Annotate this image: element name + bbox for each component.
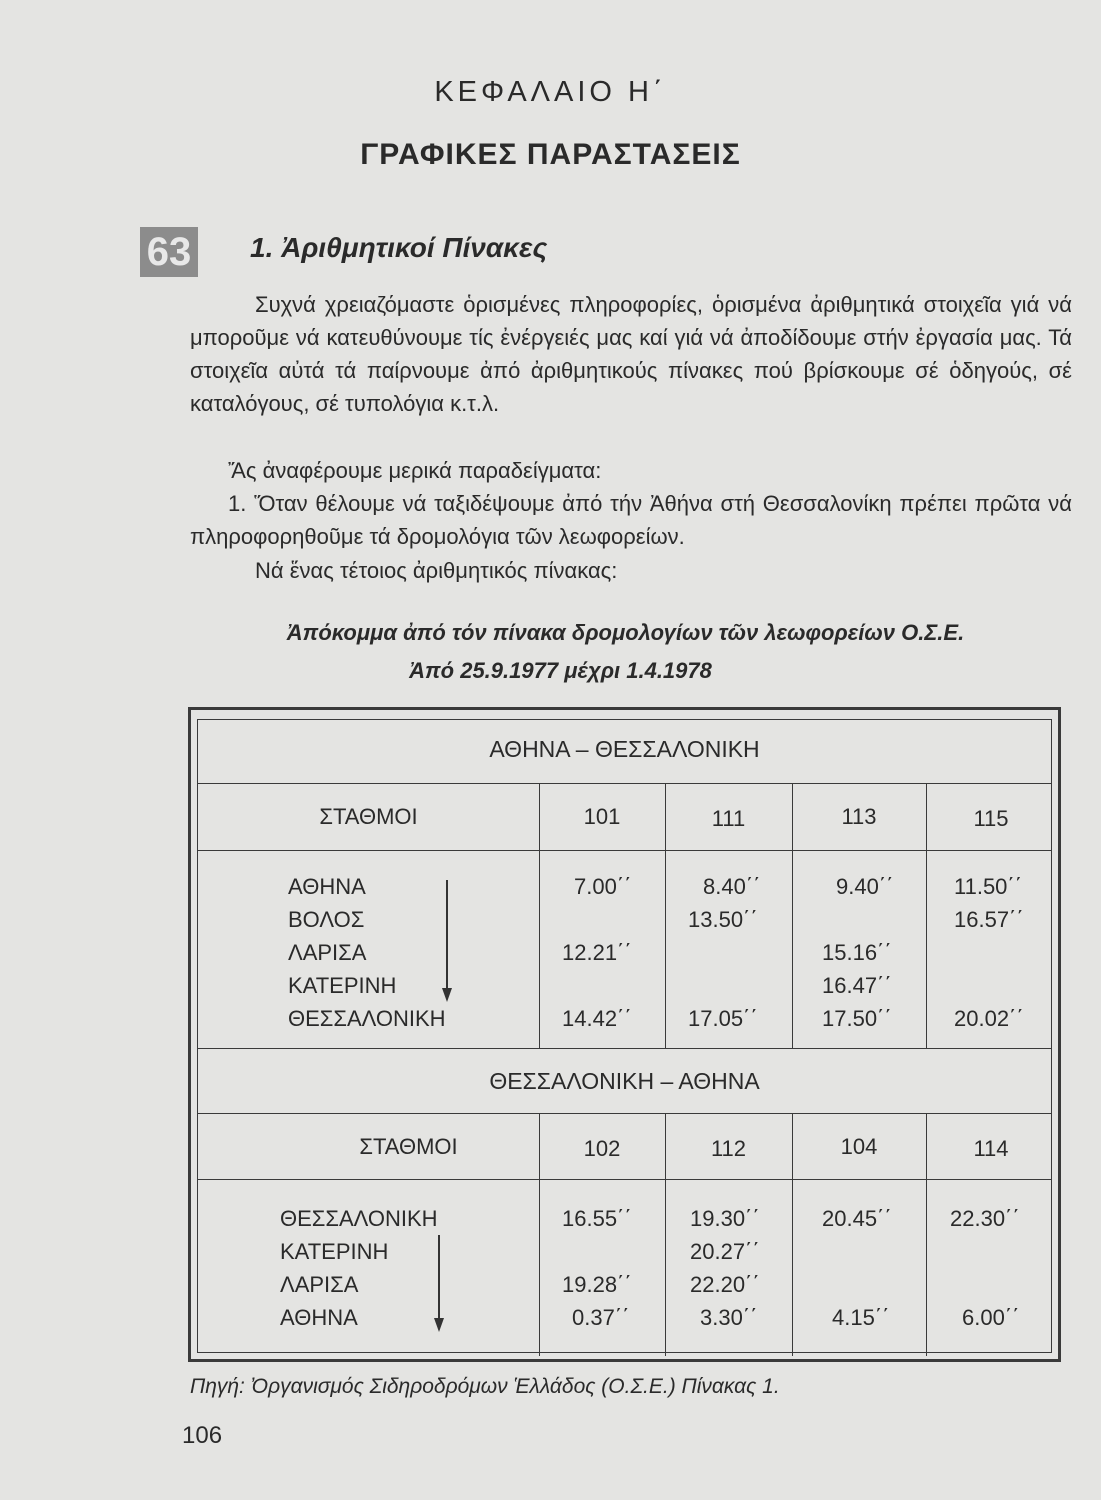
timetable <box>197 719 1052 1353</box>
route-number: 111 <box>711 806 746 831</box>
time-cell: 20.27΄΄ <box>690 1239 760 1264</box>
stations-header: ΣΤΑΘΜΟΙ <box>359 1134 458 1159</box>
direction-arrow-line <box>446 880 448 990</box>
route-title-thessaloniki-athens: ΘΕΣΣΑΛΟΝΙΚΗ – ΑΘΗΝΑ <box>489 1068 760 1094</box>
table-caption-line-1: Ἀπόκομμα ἀπό τόν πίνακα δρομολογίων τῶν λεωφορείων Ο.Σ.Ε. <box>286 620 965 645</box>
time-cell: 8.40΄΄ <box>703 874 761 899</box>
table-rule <box>198 1113 1051 1114</box>
station-name: ΛΑΡΙΣΑ <box>288 940 367 965</box>
time-cell: 19.30΄΄ <box>690 1206 760 1231</box>
time-cell: 9.40΄΄ <box>836 874 894 899</box>
time-cell: 22.20΄΄ <box>690 1272 760 1297</box>
station-name: ΘΕΣΣΑΛΟΝΙΚΗ <box>288 1006 446 1031</box>
route-title-athens-thessaloniki: ΑΘΗΝΑ – ΘΕΣΣΑΛΟΝΙΚΗ <box>489 736 760 762</box>
example-1-text: 1. Ὅταν θέλουμε νά ταξιδέψουμε ἀπό τήν Ἀθήνα στή Θεσσαλονίκη πρέπει πρῶτα νά πληροφορηθοῦμε τά δρομολόγια τῶν λεωφορείων. <box>190 491 1072 549</box>
down-arrow-icon <box>434 1318 444 1332</box>
route-number: 101 <box>583 804 621 829</box>
time-cell: 13.50΄΄ <box>688 907 758 932</box>
time-cell: 19.28΄΄ <box>562 1272 632 1297</box>
route-number: 113 <box>841 804 877 829</box>
page-number: 106 <box>182 1422 223 1449</box>
stations-header: ΣΤΑΘΜΟΙ <box>319 804 418 829</box>
station-name: ΚΑΤΕΡΙΝΗ <box>288 973 397 998</box>
station-name: ΑΘΗΝΑ <box>288 874 366 899</box>
table-intro: Νά ἕνας τέτοιος ἀριθμητικός πίνακας: <box>255 558 618 583</box>
section-number-badge: 63 <box>140 227 198 277</box>
time-cell: 12.21΄΄ <box>562 940 632 965</box>
time-cell: 17.05΄΄ <box>688 1006 758 1031</box>
down-arrow-icon <box>442 988 452 1002</box>
direction-arrow-line <box>438 1235 440 1321</box>
time-cell: 22.30΄΄ <box>950 1206 1020 1231</box>
route-number: 115 <box>973 806 1009 831</box>
table-rule <box>198 1048 1051 1049</box>
time-cell: 16.55΄΄ <box>562 1206 632 1231</box>
time-cell: 15.16΄΄ <box>822 940 892 965</box>
intro-paragraph: Συχνά χρειαζόμαστε ὁρισμένες πληροφορίες, ὁρισμένα ἀριθμητικά στοιχεῖα γιά νά μποροῦμε νά κατευθύνουμε τίς ἐνέργειές μας καί γιά νά ἀποδίδουμε στήν ἐργασία μας. Τά στοιχεῖα αὐτά τά παίρνουμε ἀπό ἀριθμητικούς πίνακες πού βρίσκουμε σέ ὁδηγούς, σέ καταλόγους, σέ τυπολόγια κ.τ.λ. <box>190 292 1072 416</box>
station-name: ΑΘΗΝΑ <box>280 1305 358 1330</box>
table-rule <box>198 850 1051 851</box>
route-number: 104 <box>840 1134 878 1159</box>
timetable-frame <box>188 707 1061 1362</box>
route-number: 112 <box>710 1136 747 1161</box>
time-cell: 16.57΄΄ <box>954 907 1024 932</box>
time-cell: 0.37΄΄ <box>572 1305 630 1330</box>
table-caption-line-2: Ἀπό 25.9.1977 μέχρι 1.4.1978 <box>409 658 712 683</box>
time-cell: 20.02΄΄ <box>954 1006 1024 1031</box>
route-number: 114 <box>973 1136 1009 1161</box>
chapter-title: ΓΡΑΦΙΚΕΣ ΠΑΡΑΣΤΑΣΕΙΣ <box>360 138 741 171</box>
table-source-note: Πηγή: Ὀργανισμός Σιδηροδρόμων Ἑλλάδος (Ο.Σ.Ε.) Πίνακας 1. <box>190 1375 780 1398</box>
station-name: ΛΑΡΙΣΑ <box>280 1272 359 1297</box>
time-cell: 17.50΄΄ <box>822 1006 892 1031</box>
station-name: ΒΟΛΟΣ <box>288 907 365 932</box>
station-name: ΚΑΤΕΡΙΝΗ <box>280 1239 389 1264</box>
time-cell: 20.45΄΄ <box>822 1206 892 1231</box>
time-cell: 3.30΄΄ <box>700 1305 758 1330</box>
table-rule <box>198 1179 1051 1180</box>
time-cell: 4.15΄΄ <box>832 1305 890 1330</box>
route-number: 102 <box>583 1136 621 1161</box>
station-name: ΘΕΣΣΑΛΟΝΙΚΗ <box>280 1206 438 1231</box>
time-cell: 14.42΄΄ <box>562 1006 632 1031</box>
time-cell: 6.00΄΄ <box>962 1305 1020 1330</box>
time-cell: 7.00΄΄ <box>574 874 632 899</box>
chapter-heading: ΚΕΦΑΛΑΙΟ Η΄ <box>434 76 667 108</box>
section-heading: 1. Ἀριθμητικοί Πίνακες <box>250 232 548 263</box>
time-cell: 16.47΄΄ <box>822 973 892 998</box>
time-cell: 11.50΄΄ <box>954 874 1023 899</box>
examples-intro: Ἄς ἀναφέρουμε μερικά παραδείγματα: <box>228 458 602 483</box>
table-rule <box>198 783 1051 784</box>
